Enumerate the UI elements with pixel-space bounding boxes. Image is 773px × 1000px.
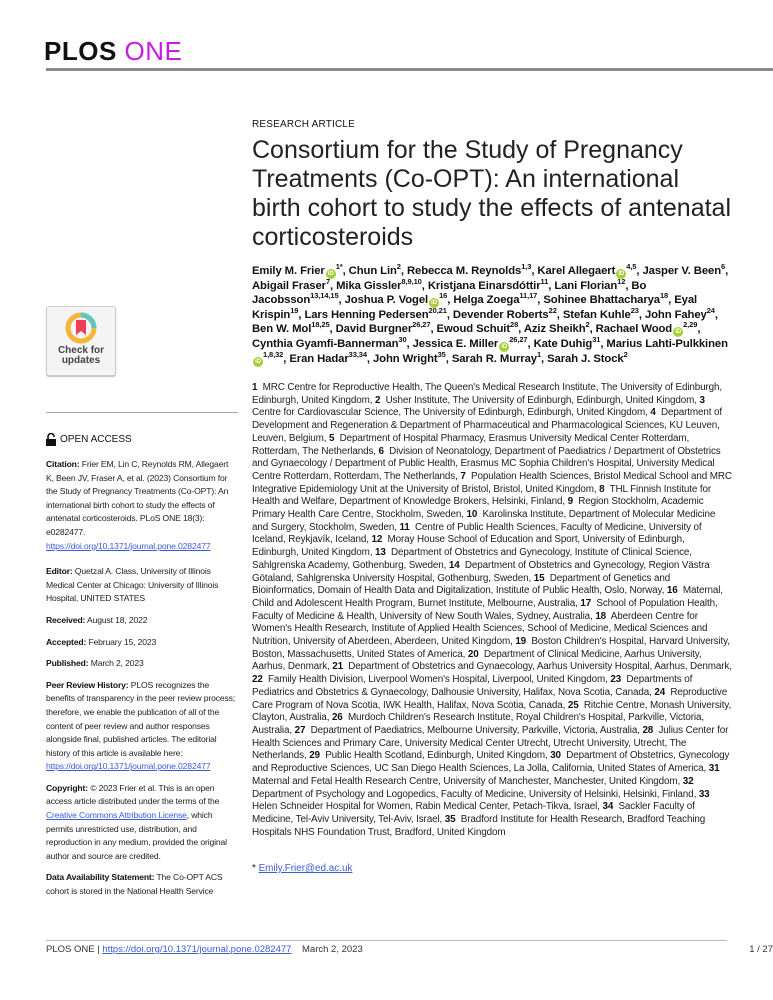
data-availability-text: The Co-OPT ACS cohort is stored in the National Health Service — [46, 872, 223, 897]
affiliation — [309, 750, 545, 761]
author-affiliation-refs: 19 — [290, 306, 299, 316]
affiliation-text: Helen Schneider Hospital for Women, Rabin Medical Center, Petach-Tikva, Israel — [252, 801, 598, 813]
check-for-updates-button[interactable] — [46, 306, 116, 376]
affiliation-text: Department of Obstetrics, Gynecology and Reproductive Sciences, UC San Diego Health Sciences, La Jolla, California, United States of America — [252, 750, 730, 775]
affiliation-number: 17 — [580, 597, 592, 609]
affiliation-number: 21 — [332, 661, 344, 673]
published — [46, 657, 238, 671]
correspondence-marker: * — [252, 863, 256, 874]
affiliation-text: Family Health Division, Liverpool Women's Hospital, Liverpool, United Kingdom — [268, 674, 606, 686]
author-affiliation-refs: 28 — [510, 320, 519, 330]
author-affiliation-refs: 6 — [721, 262, 726, 272]
author-name: Kate Duhig — [533, 338, 593, 351]
author-name: Aziz Sheikh — [523, 323, 586, 336]
copyright-label: Copyright: — [46, 782, 88, 793]
author-name: Rachael Wood — [595, 323, 673, 336]
received-label: Received: — [46, 614, 86, 625]
author — [436, 320, 519, 336]
author-name: Lani Florian — [554, 280, 618, 292]
orcid-icon[interactable]: iD — [499, 342, 509, 352]
received-date: August 18, 2022 — [87, 614, 148, 625]
author-name: Cynthia Gyamfi-Bannerman — [252, 338, 399, 351]
affiliation-text: Karolinska Institute, Department of Molecular Medicine and Surgery, Stockholm, Sweden — [252, 509, 716, 533]
affiliation-number: 1 — [252, 382, 258, 393]
affiliation-text: Division of Neonatology, Department of Paediatrics / Department of Obstetrics and Gynaecology / Department of Public Health, Erasmus MC Sophia Children's Hospital, University Medical Centre Rotterdam, Rotterdam, The Netherlands — [252, 445, 721, 482]
affiliation-number: 18 — [595, 610, 607, 622]
affiliation-text: Population Health Sciences, Bristol Medical School and MRC Integrative Epidemiology Unit at the University of Bristol, Bristol, United Kingdom — [252, 470, 732, 495]
affiliation-number: 26 — [331, 712, 343, 724]
author-name: Helga Zoega — [453, 294, 520, 307]
author — [252, 320, 330, 336]
author-name: Ben W. Mol — [252, 323, 312, 336]
editor-text: Quetzal A. Class, University of Illinois Medical Center at Chicago: University of Illinois Hospital, UNITED STATES — [46, 566, 219, 604]
author-name: Eran Hadar — [289, 353, 349, 366]
author — [537, 262, 637, 277]
author-affiliation-refs: 35 — [437, 350, 446, 360]
affiliation-number: 7 — [460, 470, 466, 482]
affiliation-text: Moray House School of Education and Sport, University of Edinburgh, Edinburgh, United Kingdom — [252, 534, 685, 559]
affiliation-number: 11 — [399, 521, 410, 533]
orcid-icon[interactable]: iD — [673, 327, 683, 337]
author-name: Marius Lahti-Pulkkinen — [606, 338, 728, 351]
footer-journal: PLOS ONE — [46, 944, 95, 955]
author-affiliation-refs: 23 — [630, 306, 639, 316]
affiliation-number: 10 — [466, 509, 478, 521]
affiliation-text: Centre of Public Health Sciences, Faculty of Medicine, University of Iceland, Reykjavík, Iceland — [252, 521, 702, 546]
author-list: Emily M. Frier $iD^{1*}$, Chun Lin$^2$, Rebecca M. Reynolds$^{1,3}$, Karel Allegaert iD$^{4,5}$, Jasper V. Been$^6$, Abigail Fraser$^7$, Mika Gissler$^{8,9,10}$, Kristjana Einarsdóttir$^{11}$, Lani Florian$^{12}$, Bo Jacobsson$^{13,14,15}$, Joshua P. Vogel $iD^{16}$, Helga Zoega$^{11,17}$, Sohinee Bhattacharya$^{18}$, Eyal Krispin$^{19}$, Lars Henning Pedersen$^{20,21}$, Devender Roberts$^{22}$, Stefan Kuhle$^{23}$, John Fahey$^{24}$, Ben W. Mol$^{18,25}$, David Burgner$^{26,27}$, Ewoud Schuit$^{28}$, Aziz Sheikh$^2$, Rachael Wood iD$^{2,29}$, Cynthia Gyamfi-Bannerman$^{30}$, Jessica E. Miller iD$^{26,27}$, Kate Duhig$^{31}$, Marius Lahti-PulkkineniD$^{1,8,32}$, Eran Hadar$^{33,34}$, John Wright$^{35}$, Sarah R. Murray$^1$, Sarah J. Stock$^2$ — [252, 262, 729, 366]
affiliation-text: THL Finnish Institute for Health and Welfare, Department of Knowledge Brokers, Helsinki, Finland — [252, 483, 712, 508]
affiliation-text: Murdoch Children's Research Institute, Royal Children's Hospital, Parkville, Victoria, Australia — [252, 712, 704, 736]
author-name: Jessica E. Miller — [412, 338, 499, 351]
author-name: Stefan Kuhle — [562, 309, 631, 322]
peer-review-history — [46, 679, 238, 774]
affiliation-text: Department of Clinical Medicine, Aarhus University, Aarhus, Denmark — [252, 648, 702, 673]
affiliation-number: 22 — [252, 674, 263, 686]
page-number: 1 / 27 — [749, 944, 773, 955]
author — [642, 262, 726, 277]
affiliation-text: Departments of Pediatrics and Obstetrics & Gynaecology, Dalhousie University, Halifax, Nova Scotia, Canada — [252, 674, 693, 698]
citation-text: Frier EM, Lin C, Reynolds RM, Allegaert K, Been JV, Fraser A, et al. (2023) Consortium for the Study of Pregnancy Treatments (Co-OPT): An international birth cohort to study the effects of antenatal corticosteroids. PLoS ONE 18(3): e0282477. — [46, 459, 229, 537]
author-name: Sarah R. Murray — [451, 353, 537, 366]
editor — [46, 565, 238, 606]
affiliation-number: 30 — [550, 750, 561, 762]
author-name: Bo Jacobsson — [252, 280, 647, 307]
author-name: Karel Allegaert — [537, 265, 616, 277]
author-affiliation-refs: 12 — [617, 277, 626, 287]
affiliation-text: Department of Obstetrics and Gynecology, Region Västra Götaland, Sahlgrenska University Hospital, Gothenburg, Sweden — [252, 559, 710, 584]
author-affiliation-refs: 26,27 — [412, 320, 431, 330]
footer-separator: | — [97, 944, 100, 955]
open-access-label: OPEN ACCESS — [60, 434, 132, 445]
affiliation-number: 31 — [708, 763, 720, 775]
peer-review-link[interactable]: https://doi.org/10.1371/journal.pone.0282477 — [46, 761, 211, 772]
affiliation-text: Department of Psychology and Logopedics, Faculty of Medicine, University of Helsinki, Helsinki, Finland — [252, 788, 694, 800]
orcid-icon[interactable]: iD — [616, 269, 626, 279]
affiliation-text: Ritchie Centre, Monash University, Clayton, Australia — [252, 699, 732, 724]
orcid-icon[interactable]: iD — [429, 298, 439, 308]
author — [452, 306, 557, 322]
author-affiliation-refs: 33,34 — [348, 350, 367, 360]
affiliation-text: Bradford Institute for Health Research, Bradford Teaching Hospitals NHS Foundation Trust, Bradford, United Kingdom — [252, 813, 706, 838]
author — [336, 277, 422, 292]
author-affiliation-refs: 11 — [540, 277, 549, 287]
affiliation-number: 16 — [666, 585, 678, 597]
open-lock-icon — [46, 433, 56, 446]
author-affiliation-refs: 16 — [439, 291, 448, 301]
affiliation-text: Reproductive Care Program of Nova Scotia, IWK Health, Halifax, Nova Scotia, Canada — [252, 686, 728, 711]
published-date: March 2, 2023 — [90, 658, 144, 669]
author — [348, 262, 401, 277]
footer-date: March 2, 2023 — [302, 944, 363, 955]
author-affiliation-refs: 2 — [585, 320, 590, 330]
author-affiliation-refs: 7 — [325, 277, 331, 287]
author — [533, 335, 601, 351]
affiliation-number: 23 — [610, 674, 622, 686]
author — [252, 262, 343, 277]
author-affiliation-refs: 18 — [659, 291, 669, 301]
author — [427, 277, 549, 292]
orcid-icon[interactable]: iD — [326, 269, 336, 279]
affiliation-text: School of Population Health, Faculty of Medicine & Health, University of New South Wales, Sydney, Australia — [252, 597, 718, 622]
check-updates-icon — [63, 311, 99, 345]
copyright-text: © 2023 Frier et al. This is an open access article distributed under the terms of the — [46, 782, 220, 807]
author-name: Jasper V. Been — [642, 265, 722, 277]
page-footer — [46, 944, 773, 955]
author — [554, 277, 626, 292]
orcid-icon[interactable]: iD — [253, 357, 263, 367]
author — [372, 350, 446, 366]
published-label: Published: — [46, 658, 89, 669]
author — [335, 320, 431, 336]
correspondence — [252, 863, 732, 874]
author-affiliation-refs: 2 — [623, 350, 628, 360]
affiliation-text: Sackler Faculty of Medicine, Tel-Aviv University, Tel-Aviv, Israel — [252, 801, 695, 825]
author-name: Eyal Krispin — [252, 294, 698, 322]
affiliation-text: Department of Obstetrics and Gynecology, Institute of Clinical Science, Sahlgrenska Academy, Gothenburg, Sweden — [252, 547, 692, 571]
author-name: Ewoud Schuit — [436, 323, 510, 336]
affiliation-text: MRC Centre for Reproductive Health, The Queen's Medical Research Institute, The University of Edinburgh, Edinburgh, United Kingdom — [252, 382, 723, 406]
affiliation — [375, 395, 694, 406]
author — [412, 335, 528, 351]
affiliation-text: Department of Hospital Pharmacy, Erasmus University Medical Center Rotterdam, Rotterdam, The Netherlands — [252, 432, 690, 457]
citation-label: Citation: — [46, 459, 80, 469]
journal-logo — [44, 36, 182, 67]
author-affiliation-refs: 1,3 — [521, 262, 532, 272]
citation — [46, 458, 238, 553]
affiliation-number: 33 — [698, 788, 710, 800]
author — [304, 306, 447, 322]
accepted-label: Accepted: — [46, 636, 87, 647]
author — [252, 335, 407, 351]
author-affiliation-refs: 2 — [396, 262, 401, 272]
peer-review-label: Peer Review History: — [46, 679, 129, 690]
author-affiliation-refs: 22 — [548, 306, 557, 316]
author — [453, 291, 538, 307]
affiliation-number: 5 — [329, 432, 335, 444]
logo-one: ONE — [124, 36, 183, 66]
affiliation-text: Maternal and Fetal Health Research Centre, University of Manchester, Manchester, United Kingdom — [252, 775, 678, 787]
author — [562, 306, 639, 322]
author — [547, 350, 628, 366]
author-affiliation-refs: 1* — [335, 262, 343, 272]
author-name: Emily M. Frier — [252, 265, 325, 277]
article-type: RESEARCH ARTICLE — [252, 119, 356, 130]
received — [46, 614, 238, 628]
author-name: Chun Lin — [348, 265, 397, 277]
author — [406, 262, 532, 277]
author-affiliation-refs: 1 — [536, 350, 542, 360]
affiliation-number: 34 — [602, 801, 614, 813]
affiliation-number: 25 — [567, 699, 579, 711]
affiliation-text: Public Health Scotland, Edinburgh, United Kingdom — [325, 750, 545, 762]
logo-plos: PLOS — [44, 36, 117, 66]
author-affiliation-refs: 31 — [592, 335, 601, 345]
affiliation-text: Region Stockholm, Academic Primary Health Care Centre, Stockholm, Sweden — [252, 496, 704, 521]
affiliation-number: 27 — [294, 724, 306, 736]
accepted — [46, 636, 238, 650]
citation-doi-link[interactable]: https://doi.org/10.1371/journal.pone.0282477 — [46, 540, 211, 551]
editor-label: Editor: — [46, 566, 73, 577]
affiliation-number: 9 — [567, 496, 573, 508]
author — [344, 291, 448, 307]
license-link[interactable]: Creative Commons Attribution License — [46, 810, 187, 821]
correspondence-email-link[interactable]: Emily.Frier@ed.ac.uk — [258, 863, 353, 874]
author-affiliation-refs: 18,25 — [311, 320, 330, 330]
affiliation-number: 13 — [375, 547, 386, 559]
author-affiliation-refs: 26,27 — [509, 335, 528, 345]
header-rule — [46, 68, 773, 71]
affiliation-number: 4 — [650, 407, 656, 419]
affiliation-number: 32 — [682, 775, 694, 787]
author — [289, 350, 367, 366]
affiliation-text: Department of Obstetrics and Gynaecology, Aarhus University Hospital, Aarhus, Denmark — [348, 661, 730, 673]
author-affiliation-refs: 24 — [706, 306, 715, 316]
open-access-badge — [46, 433, 132, 446]
author-affiliation-refs: 20,21 — [428, 306, 447, 316]
affiliation-text: Usher Institute, The University of Edinburgh, Edinburgh, United Kingdom — [385, 394, 695, 406]
peer-review-text: PLOS recognizes the benefits of transparency in the peer review process; therefore, we enable the publication of all of the content of peer review and author responses alongside final, published articles. The editorial history of this article is available here: — [46, 679, 236, 758]
affiliation-number: 20 — [467, 648, 479, 660]
author-affiliation-refs: 11,17 — [519, 291, 538, 301]
affiliation-number: 2 — [375, 394, 381, 406]
affiliation-number: 29 — [309, 750, 320, 762]
author-name: Kristjana Einarsdóttir — [427, 280, 541, 292]
author-name: Lars Henning Pedersen — [304, 309, 429, 322]
author-name: David Burgner — [335, 323, 413, 336]
data-availability — [46, 871, 238, 898]
author — [644, 306, 715, 322]
affiliation — [332, 661, 729, 672]
copyright — [46, 782, 238, 864]
author — [252, 277, 331, 292]
check-updates-label: Check for updates — [57, 345, 105, 366]
author — [451, 350, 542, 366]
author — [523, 320, 590, 336]
affiliation-number: 15 — [533, 572, 545, 584]
accepted-date: February 15, 2023 — [88, 636, 157, 647]
affiliation — [295, 725, 638, 736]
affiliation-number: 28 — [642, 724, 654, 736]
author-name: Mika Gissler — [336, 280, 402, 292]
author-name: Joshua P. Vogel — [344, 294, 429, 307]
affiliation-text: Julius Center for Health Sciences and Primary Care, University Medical Center Utrecht, Utrecht University, Utrecht, The Netherlands — [252, 724, 729, 762]
affiliation-text: Department of Genetics and Bioinformatics, Domain of Health Data and Digitalization, Institute of Public Health, Oslo, Norway — [252, 572, 671, 597]
affiliation-list: 1 MRC Centre for Reproductive Health, The Queen's Medical Research Institute, The University of Edinburgh, Edinburgh, United Kingdom, 2 Usher Institute, The University of Edinburgh, Edinburgh, United Kingdom, 3 Centre for Cardiovascular Science, The University of Edinburgh, Edinburgh, United Kingdom, 4 Department of Development and Regeneration & Department of Pharmaceutical and Pharmacological Sciences, KU Leuven, Leuven, Belgium, 5 Department of Hospital Pharmacy, Erasmus University Medical Center Rotterdam, Rotterdam, The Netherlands, 6 Division of Neonatology, Department of Paediatrics / Department of Obstetrics and Gynaecology / Department of Public Health, Erasmus MC Sophia Children's Hospital, University Medical Centre Rotterdam, Rotterdam, The Netherlands, 7 Population Health Sciences, Bristol Medical School and MRC Integrative Epidemiology Unit at the University of Bristol, Bristol, United Kingdom, 8 THL Finnish Institute for Health and Welfare, Department of Knowledge Brokers, Helsinki, Finland, 9 Region Stockholm, Academic Primary Health Care Centre, Stockholm, Sweden, 10 Karolinska Institute, Department of Molecular Medicine and Surgery, Stockholm, Sweden, 11 Centre of Public Health Sciences, Faculty of Medicine, University of Iceland, Reykjavík, Iceland, 12 Moray House School of Education and Sport, University of Edinburgh, Edinburgh, United Kingdom, 13 Department of Obstetrics and Gynecology, Institute of Clinical Science, Sahlgrenska Academy, Gothenburg, Sweden, 14 Department of Obstetrics and Gynecology, Region Västra Götaland, Sahlgrenska University Hospital, Gothenburg, Sweden, 15 Department of Genetics and Bioinformatics, Domain of Health Data and Digitalization, Institute of Public Health, Oslo, Norway, 16 Maternal, Child and Adolescent Health Program, Burnet Institute, Melbourne, Australia, 17 School of Population Health, Faculty of Medicine & Health, University of New South Wales, Sydney, Australia, 18 Aberdeen Centre for Women's Health Research, Institute of Applied Health Sciences, School of Medicine, Medical Sciences and Nutrition, University of Aberdeen, Aberdeen, United Kingdom, 19 Boston Children's Hospital, Harvard University, Boston, Massachusetts, United States of America, 20 Department of Clinical Medicine, Aarhus University, Aarhus, Denmark, 21 Department of Obstetrics and Gynaecology, Aarhus University Hospital, Aarhus, Denmark, 22 Family Health Division, Liverpool Women's Hospital, Liverpool, United Kingdom, 23 Departments of Pediatrics and Obstetrics & Gynaecology, Dalhousie University, Halifax, Nova Scotia, Canada, 24 Reproductive Care Program of Nova Scotia, IWK Health, Halifax, Nova Scotia, Canada, 25 Ritchie Centre, Monash University, Clayton, Australia, 26 Murdoch Children's Research Institute, Royal Children's Hospital, Parkville, Victoria, Australia, 27 Department of Paediatrics, Melbourne University, Parkville, Victoria, Australia, 28 Julius Center for Health Sciences and Primary Care, University Medical Center Utrecht, Utrecht University, Utrecht, The Netherlands, 29 Public Health Scotland, Edinburgh, United Kingdom, 30 Department of Obstetrics, Gynecology and Reproductive Sciences, UC San Diego Health Sciences, La Jolla, California, United States of America, 31 Maternal and Fetal Health Research Centre, University of Manchester, Manchester, United Kingdom, 32 Department of Psychology and Logopedics, Faculty of Medicine, University of Helsinki, Helsinki, Finland, 33 Helen Schneider Hospital for Women, Rabin Medical Center, Petach-Tikva, Israel, 34 Sackler Faculty of Medicine, Tel-Aviv University, Tel-Aviv, Israel, 35 Bradford Institute for Health Research, Bradford Teaching Hospitals NHS Foundation Trust, Bradford, United Kingdom — [252, 382, 732, 838]
affiliation-number: 8 — [599, 483, 605, 495]
article-title: Consortium for the Study of Pregnancy Treatments (Co-OPT): An international birth cohort to study the effects of antenatal corticosteroids — [252, 136, 732, 251]
article-info-sidebar — [46, 458, 238, 907]
affiliation-text: Centre for Cardiovascular Science, The University of Edinburgh, Edinburgh, United Kingdom — [252, 407, 646, 419]
affiliation-number: 12 — [371, 534, 383, 546]
affiliation-number: 3 — [699, 394, 705, 406]
author-name: Sarah J. Stock — [547, 353, 624, 366]
copyright-text-2: , which permits unrestricted use, distribution, and reproduction in any medium, provided the original author and source are credited. — [46, 810, 227, 861]
data-availability-label: Data Availability Statement: — [46, 872, 155, 883]
affiliation-number: 35 — [444, 813, 456, 825]
author-name: Sohinee Bhattacharya — [543, 294, 660, 307]
author-name: Abigail Fraser — [252, 280, 326, 292]
affiliation-text: Department of Paediatrics, Melbourne University, Parkville, Victoria, Australia — [310, 724, 638, 736]
affiliation — [252, 674, 605, 685]
author-name: Devender Roberts — [452, 309, 549, 322]
author-affiliation-refs: 30 — [398, 335, 407, 345]
author-name: John Fahey — [644, 309, 707, 322]
author-affiliation-refs: 1,8,32 — [263, 350, 284, 360]
author — [595, 320, 698, 336]
affiliation-number: 6 — [378, 445, 384, 457]
author-affiliation-refs: 8,9,10 — [401, 277, 422, 287]
affiliation-text: Maternal, Child and Adolescent Health Program, Burnet Institute, Melbourne, Australia — [252, 585, 723, 609]
affiliation-number: 19 — [515, 636, 527, 648]
affiliation-number: 24 — [654, 686, 666, 698]
footer-doi-link[interactable]: https://doi.org/10.1371/journal.pone.0282477 — [102, 944, 292, 955]
author — [543, 291, 669, 307]
affiliation-text: Department of Development and Regeneration & Department of Pharmaceutical and Pharmacological Sciences, KU Leuven, Leuven, Belgium — [252, 407, 723, 444]
affiliation-number: 14 — [448, 559, 460, 571]
author-name: John Wright — [372, 353, 438, 366]
author-affiliation-refs: 2,29 — [683, 320, 698, 330]
affiliation-text: Aberdeen Centre for Women's Health Research, Institute of Applied Health Sciences, School of Medicine, Medical Sciences and Nutrition, University of Aberdeen, Aberdeen, United Kingdom — [252, 610, 708, 648]
author-name: Rebecca M. Reynolds — [406, 265, 522, 277]
author-affiliation-refs: 13,14,15 — [310, 291, 339, 301]
affiliation-text: Boston Children's Hospital, Harvard University, Boston, Massachusetts, United States of America — [252, 636, 730, 660]
footer-rule — [46, 940, 727, 941]
sidebar-divider — [46, 412, 238, 413]
author-affiliation-refs: 4,5 — [626, 262, 637, 272]
